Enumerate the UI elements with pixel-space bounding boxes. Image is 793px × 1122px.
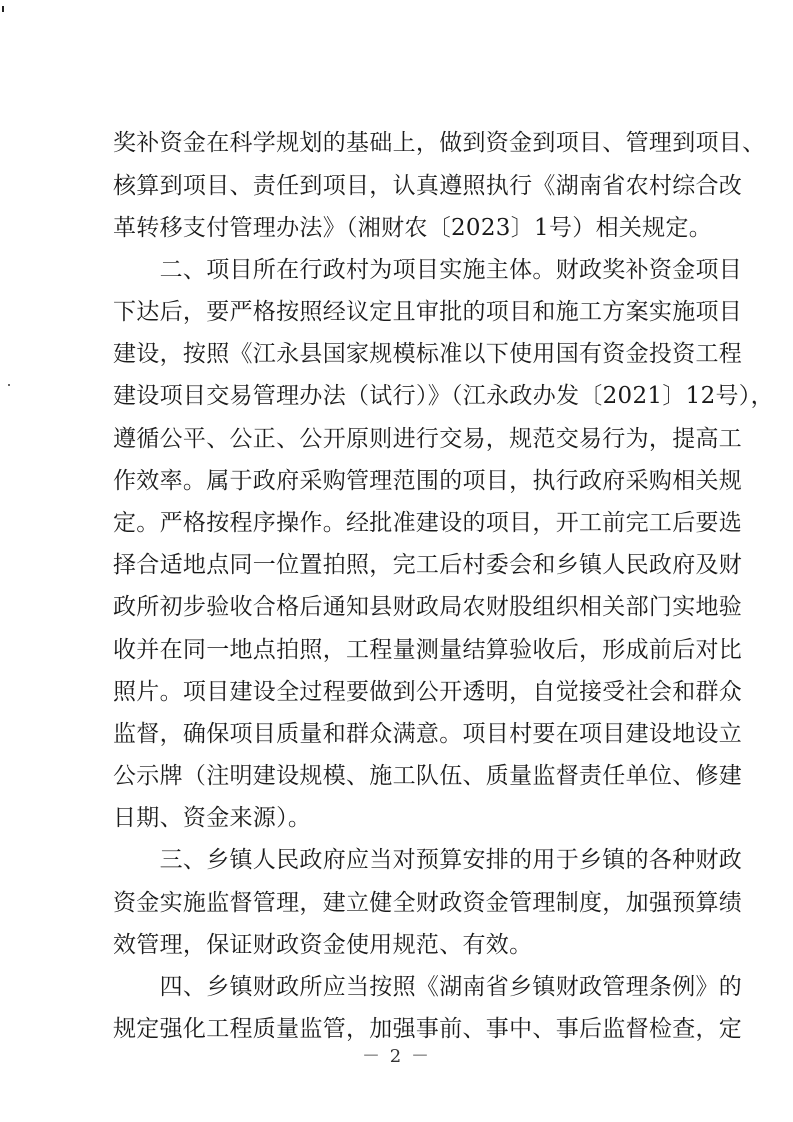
text-line: 建设，按照《江永县国家规模标准以下使用国有资金投资工程 — [113, 341, 743, 367]
text-line: 核算到项目、责任到项目，认真遵照执行《湖南省农村综合改 — [113, 173, 743, 199]
paragraph-start-line: 三、乡镇人民政府应当对预算安排的用于乡镇的各种财政 — [113, 847, 743, 873]
text-line: 作效率。属于政府采购管理范围的项目，执行政府采购相关规 — [113, 468, 743, 494]
paragraph-start-line: 二、项目所在行政村为项目实施主体。财政奖补资金项目 — [113, 257, 743, 283]
text-line: 奖补资金在科学规划的基础上，做到资金到项目、管理到项目、 — [113, 130, 766, 156]
text-line: 资金实施监督管理，建立健全财政资金管理制度，加强预算绩 — [113, 890, 743, 916]
paragraph-start-line: 四、乡镇财政所应当按照《湖南省乡镇财政管理条例》的 — [113, 974, 743, 1000]
text-line: 定。严格按程序操作。经批准建设的项目，开工前完工后要选 — [113, 510, 743, 536]
text-line: 规定强化工程质量监管，加强事前、事中、事后监督检查，定 — [113, 1016, 743, 1042]
text-line: 择合适地点同一位置拍照，完工后村委会和乡镇人民政府及财 — [113, 552, 743, 578]
text-line: 建设项目交易管理办法（试行）》（江永政办发〔2021〕12号）， — [113, 383, 774, 409]
text-line: 遵循公平、公正、公开原则进行交易，规范交易行为，提高工 — [113, 426, 743, 452]
text-line: 监督，确保项目质量和群众满意。项目村要在项目建设地设立 — [113, 721, 743, 747]
text-line: 下达后，要严格按照经议定且审批的项目和施工方案实施项目 — [113, 299, 743, 325]
text-line: 革转移支付管理办法》（湘财农〔2023〕1号）相关规定。 — [113, 215, 713, 241]
text-line: 政所初步验收合格后通知县财政局农财股组织相关部门实地验 — [113, 594, 743, 620]
text-line: 照片。项目建设全过程要做到公开透明，自觉接受社会和群众 — [113, 679, 743, 705]
text-line: 公示牌（注明建设规模、施工队伍、质量监督责任单位、修建 — [113, 763, 743, 789]
scan-corner-mark — [2, 6, 4, 12]
page-number: － 2 － — [362, 1046, 431, 1067]
text-line: 效管理，保证财政资金使用规范、有效。 — [113, 932, 533, 958]
text-line: 日期、资金来源）。 — [113, 805, 312, 831]
scan-side-dot — [8, 384, 10, 386]
text-line: 收并在同一地点拍照，工程量测量结算验收后，形成前后对比 — [113, 637, 743, 663]
